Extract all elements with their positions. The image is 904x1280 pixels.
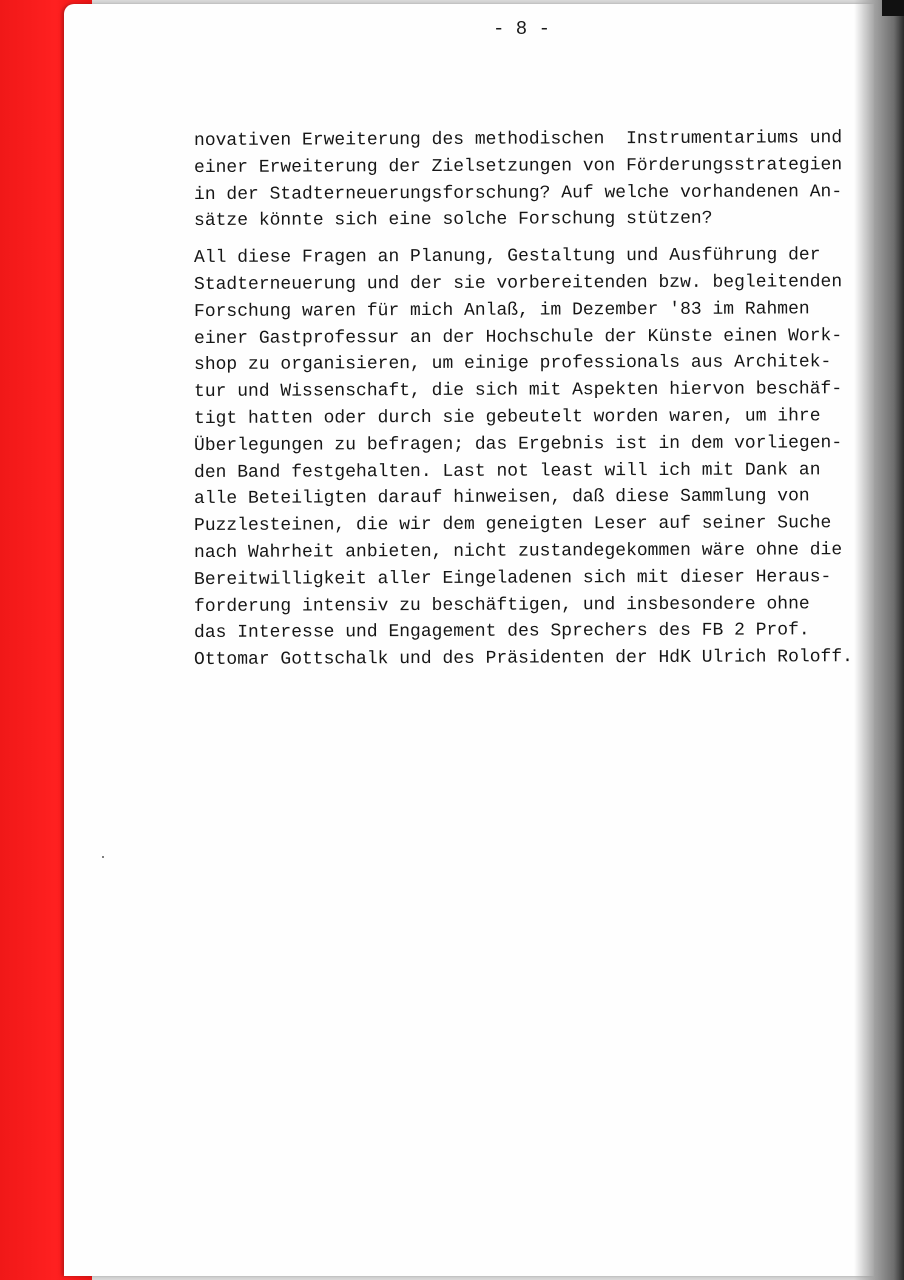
paragraph-1 <box>194 128 874 235</box>
text-line: Bereitwilligkeit aller Eingeladenen sich mit dieser Heraus- <box>193 566 832 590</box>
text-line: sätze könnte sich eine solche Forschung stützen? <box>193 209 713 232</box>
scan-corner <box>882 0 904 16</box>
text-line: novativen Erweiterung des methodischen Instrumentariums und <box>193 128 843 151</box>
text-line: einer Erweiterung der Zielsetzungen von Förderungsstrategien <box>193 154 843 178</box>
dust-speck <box>102 856 104 858</box>
text-line: das Interesse und Engagement des Sprechers des FB 2 Prof. <box>193 620 810 644</box>
text-line: alle Beteiligten darauf hinweisen, daß diese Sammlung von <box>193 486 810 510</box>
text-line: nach Wahrheit anbieten, nicht zustandegekommen wäre ohne die <box>193 540 843 563</box>
text-line: tigt hatten oder durch sie gebeutelt worden waren, um ihre <box>193 406 821 429</box>
text-line: Puzzlesteinen, die wir dem geneigten Leser auf seiner Suche <box>193 513 832 537</box>
body-text <box>194 128 874 684</box>
paragraph-2 <box>194 245 874 674</box>
text-line: forderung intensiv zu beschäftigen, und insbesondere ohne <box>193 593 810 617</box>
text-line: shop zu organisieren, um einige professionals aus Architek- <box>193 352 832 376</box>
text-line: Stadterneuerung und der sie vorbereitenden bzw. begleitenden <box>193 272 843 295</box>
text-line: tur und Wissenschaft, die sich mit Aspekten hiervon beschäf- <box>193 379 843 403</box>
text-line: den Band festgehalten. Last not least will ich mit Dank an <box>193 459 821 483</box>
text-line: einer Gastprofessur an der Hochschule der Künste einen Work- <box>193 325 843 349</box>
text-line: Ottomar Gottschalk und des Präsidenten der HdK Ulrich Roloff. <box>193 647 853 671</box>
text-line: All diese Fragen an Planung, Gestaltung und Ausführung der <box>193 245 821 269</box>
text-line: in der Stadterneuerungsforschung? Auf welche vorhandenen An- <box>193 181 843 205</box>
text-line: Überlegungen zu befragen; das Ergebnis ist in dem vorliegen- <box>193 432 843 456</box>
text-line: Forschung waren für mich Anlaß, im Dezember '83 im Rahmen <box>193 299 810 322</box>
page-number: - 8 - <box>493 18 551 40</box>
